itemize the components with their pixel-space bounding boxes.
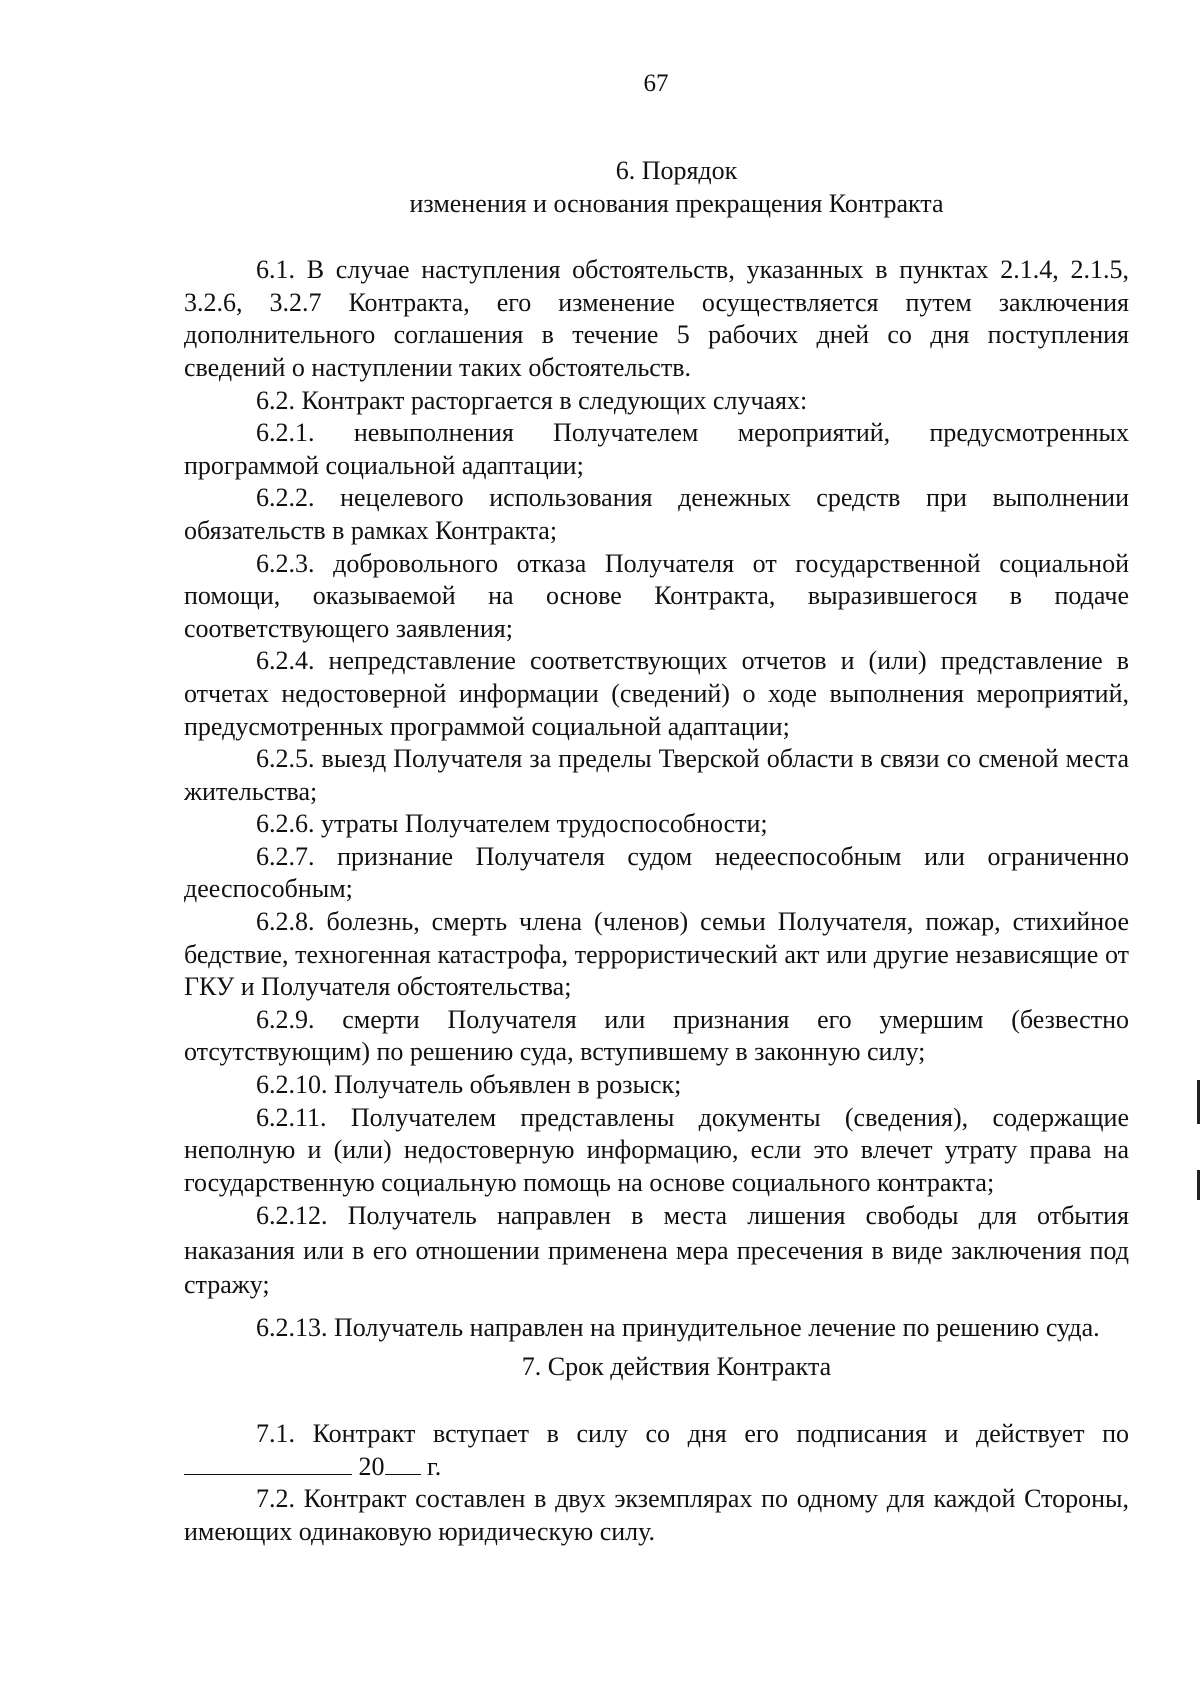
clause-6-2-6: 6.2.6. утраты Получателем трудоспособности;: [256, 809, 768, 839]
clause-7-1-text: 7.1. Контракт вступает в силу со дня его подписания и действует по: [256, 1419, 1129, 1448]
clause-6-2-9: 6.2.9. смерти Получателя или признания его умершим (безвестно отсутствующим) по решению суда, вступившему в законную силу;: [184, 1004, 1129, 1067]
clause-6-1: 6.1. В случае наступления обстоятельств, указанных в пунктах 2.1.4, 2.1.5, 3.2.6, 3.2.7 Контракта, его изменение осуществляется путем заключения дополнительного соглашения в течение 5 рабочих дней со дня поступления сведений о наступлении таких обстоятельств.: [184, 255, 1129, 382]
page-number: 67: [643, 70, 669, 97]
year-prefix: 20: [358, 1451, 385, 1481]
clause-6-2-10: 6.2.10. Получатель объявлен в розыск;: [256, 1070, 682, 1100]
clause-6-2-12: 6.2.12. Получатель направлен в места лишения свободы для отбытия наказания или в его отношении применена мера пресечения в виде заключения под стражу;: [184, 1201, 1129, 1300]
year-suffix: г.: [427, 1451, 442, 1481]
clause-6-2-3: 6.2.3. добровольного отказа Получателя от государственной социальной помощи, оказываемой на основе Контракта, выразившегося в подаче соответствующего заявления;: [184, 548, 1129, 643]
clause-6-2: 6.2. Контракт расторгается в следующих случаях:: [256, 385, 808, 415]
clause-6-2-1: 6.2.1. невыполнения Получателем мероприятий, предусмотренных программой социальной адаптации;: [184, 418, 1129, 480]
clause-6-2-13: 6.2.13. Получатель направлен на принудительное лечение по решению суда.: [256, 1312, 1100, 1342]
clause-6-2-5: 6.2.5. выезд Получателя за пределы Тверской области в связи со сменой места жительства;: [184, 744, 1129, 806]
section-7-title: 7. Срок действия Контракта: [521, 1352, 832, 1382]
spacer: [184, 1384, 1129, 1418]
end-date-blank: [184, 1452, 352, 1475]
clause-7-1: [184, 1418, 1129, 1483]
clause-6-2-11: 6.2.11. Получателем представлены документы (сведения), содержащие неполную и (или) недостоверную информацию, если это влечет утрату права на государственную социальную помощь на основе социального контракта;: [184, 1102, 1129, 1197]
year-blank: [385, 1452, 421, 1475]
clause-6-2-7: 6.2.7. признание Получателя судом недееспособным или ограниченно дееспособным;: [184, 841, 1129, 904]
clause-6-2-8: 6.2.8. болезнь, смерть члена (членов) семьи Получателя, пожар, стихийное бедствие, техногенная катастрофа, террористический акт или другие независящие от ГКУ и Получателя обстоятельства;: [184, 907, 1129, 1002]
clause-6-2-2: 6.2.2. нецелевого использования денежных средств при выполнении обязательств в рамках Контракта;: [184, 483, 1129, 545]
section-6-title-line-2: изменения и основания прекращения Контракта: [409, 188, 944, 218]
spacer: [184, 220, 1129, 254]
document-body: [184, 155, 1129, 1548]
clause-6-2-4: 6.2.4. непредставление соответствующих отчетов и (или) представление в отчетах недостоверной информации (сведений) о ходе выполнения мероприятий, предусмотренных программой социальной адаптации;: [184, 646, 1129, 741]
spacer: [184, 1303, 1129, 1311]
clause-7-2: 7.2. Контракт составлен в двух экземплярах по одному для каждой Стороны, имеющих одинаковую юридическую силу.: [184, 1484, 1129, 1546]
section-6-title-line-1: 6. Порядок: [615, 156, 738, 185]
